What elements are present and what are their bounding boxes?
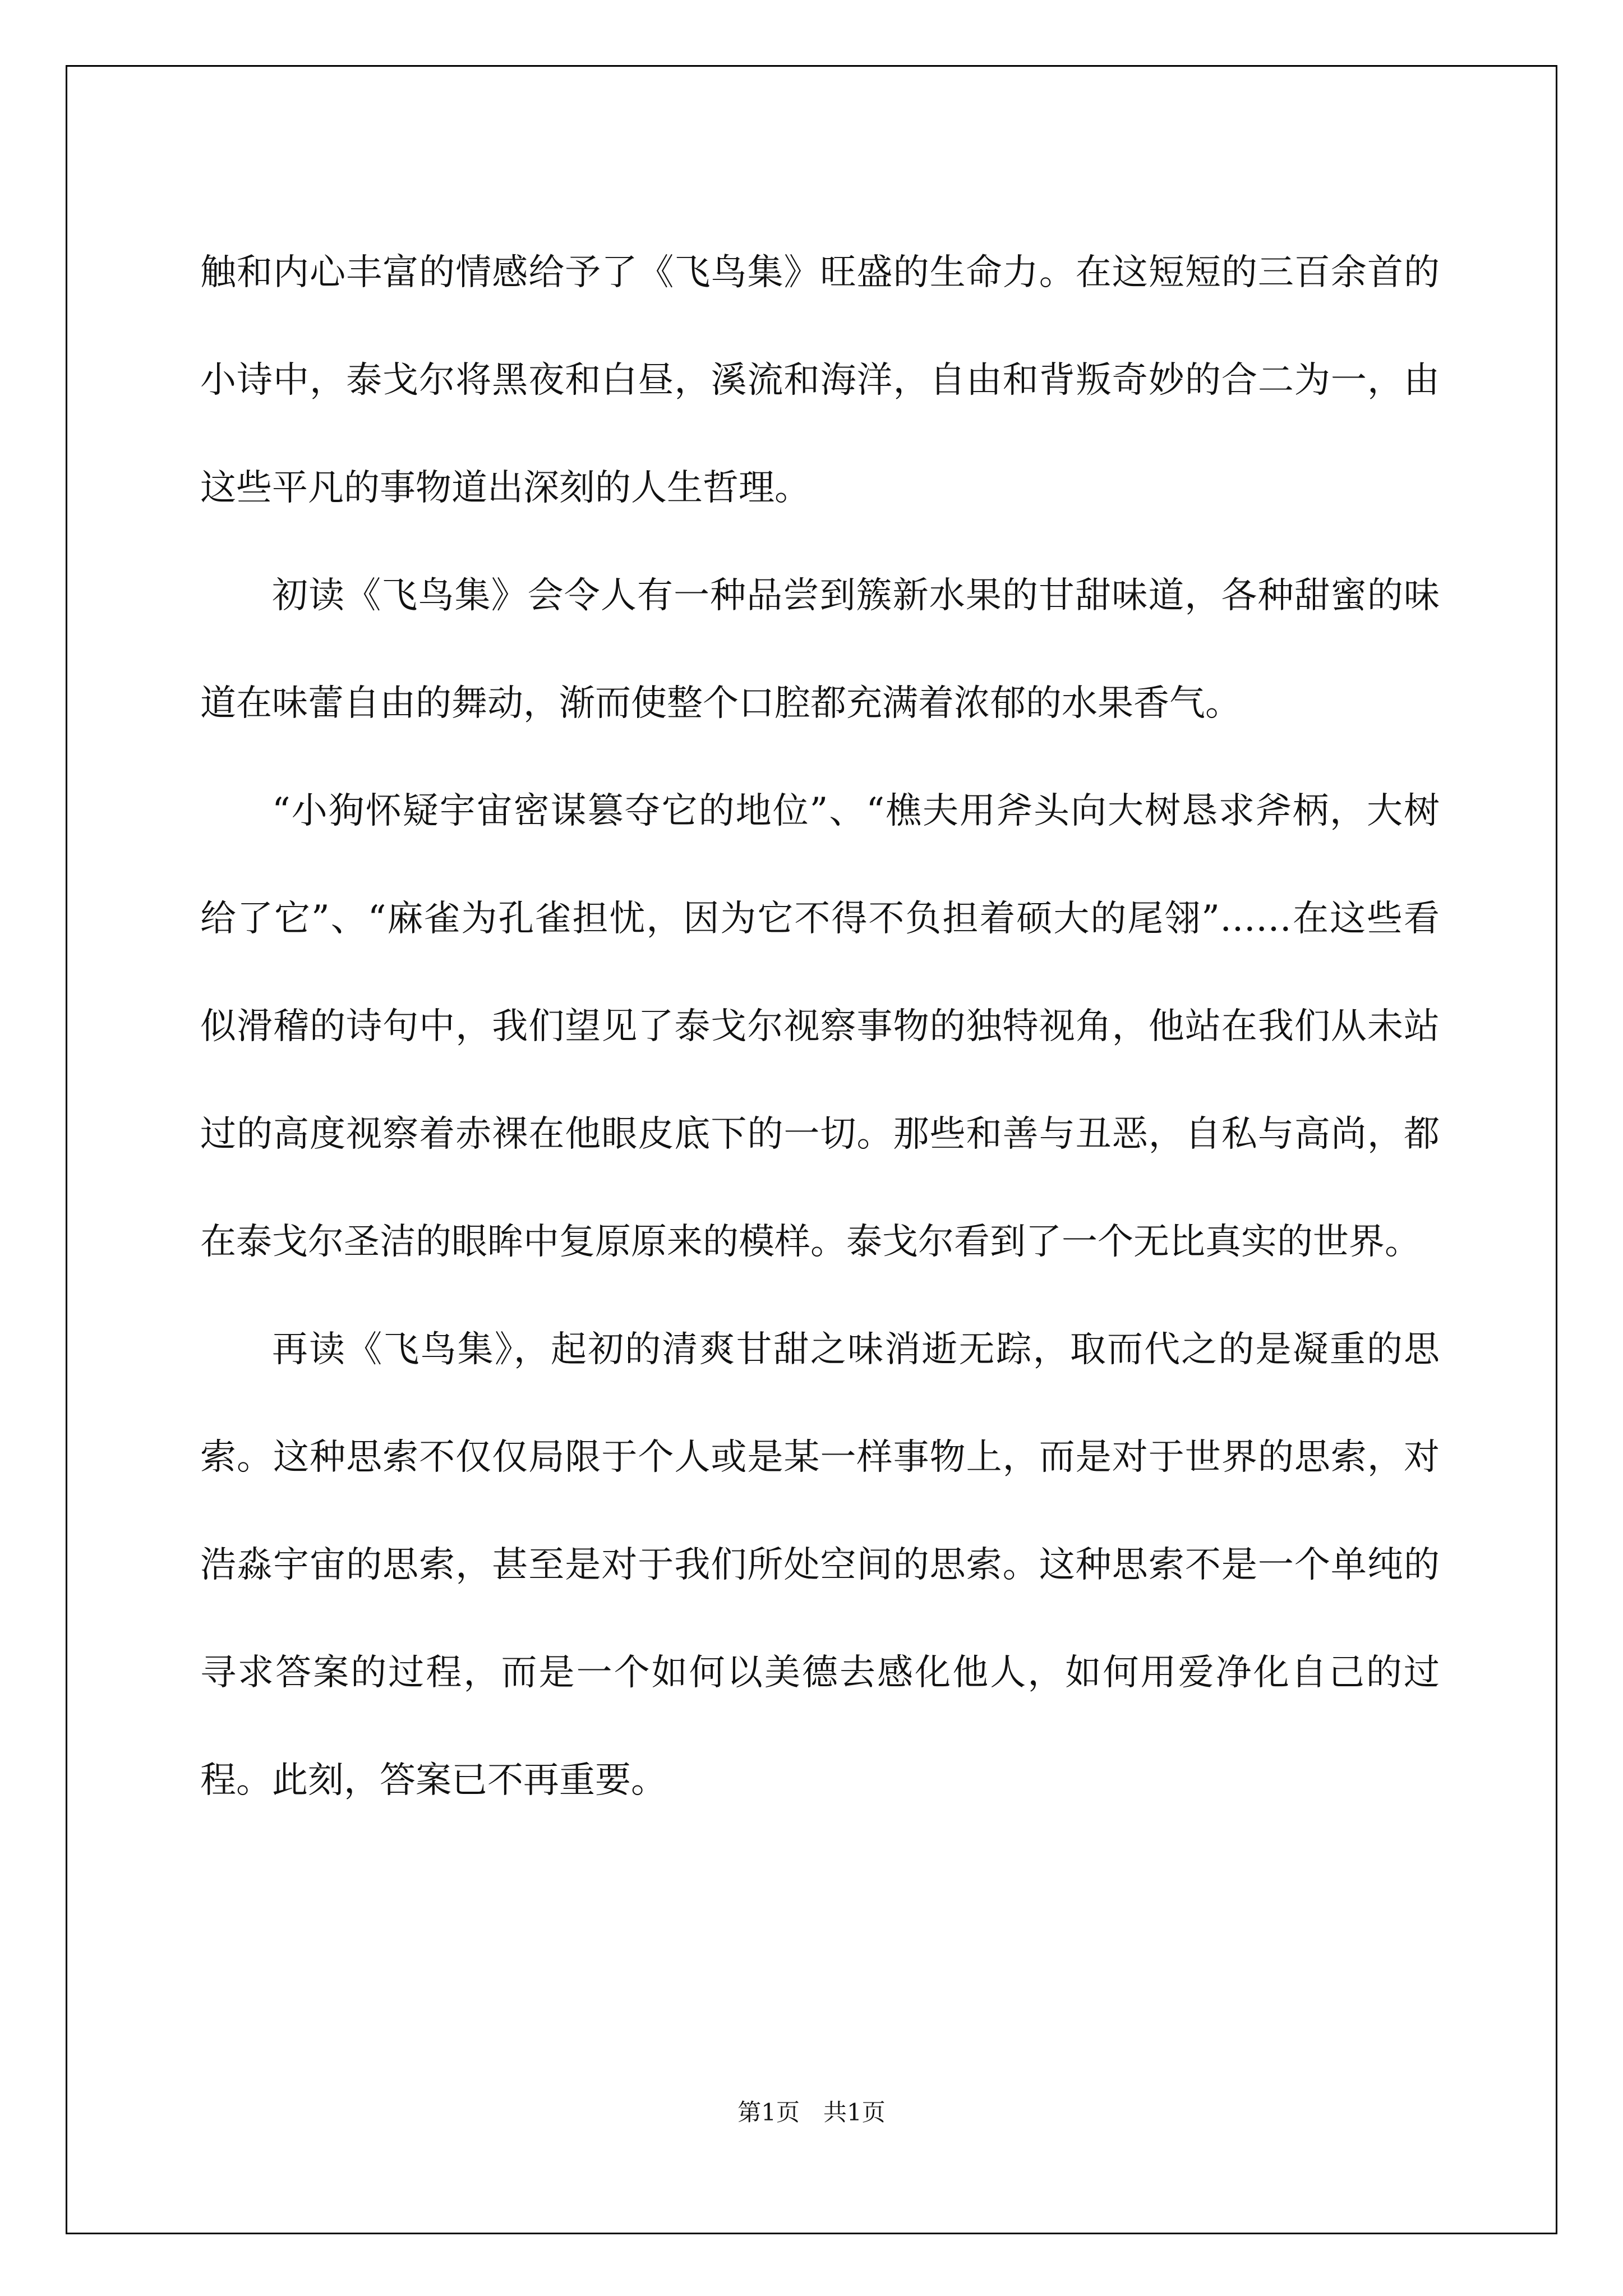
- paragraph-4: 再读《飞鸟集》，起初的清爽甘甜之味消逝无踪，取而代之的是凝重的思索。这种思索不仅仅局限于个人或是某一样事物上，而是对于世界的思索，对浩淼宇宙的思索，甚至是对于我们所处空间的思索。这种思索不是一个单纯的寻求答案的过程，而是一个如何以美德去感化他人，如何用爱净化自己的过程。此刻，答案已不再重要。: [200, 1329, 1440, 1801]
- page-number-footer: 第1页 共1页: [737, 2099, 886, 2126]
- paragraph-1: 触和内心丰富的情感给予了《飞鸟集》旺盛的生命力。在这短短的三百余首的小诗中，泰戈尔将黑夜和白昼，溪流和海洋，自由和背叛奇妙的合二为一，由这些平凡的事物道出深刻的人生哲理。: [200, 252, 1440, 509]
- paragraph-3: “小狗怀疑宇宙密谋篡夺它的地位”、“樵夫用斧头向大树恳求斧柄，大树给了它”、“麻雀为孔雀担忧，因为它不得不负担着硕大的尾翎”……在这些看似滑稽的诗句中，我们望见了泰戈尔视察事物的独特视角，他站在我们从未站过的高度视察着赤裸在他眼皮底下的一切。那些和善与丑恶，自私与高尚，都在泰戈尔圣洁的眼眸中复原原来的模样。泰戈尔看到了一个无比真实的世界。: [200, 790, 1440, 1263]
- paragraph-2: 初读《飞鸟集》会令人有一种品尝到簇新水果的甘甜味道，各种甜蜜的味道在味蕾自由的舞动，渐而使整个口腔都充满着浓郁的水果香气。: [200, 575, 1440, 724]
- document-body: [200, 219, 1440, 1834]
